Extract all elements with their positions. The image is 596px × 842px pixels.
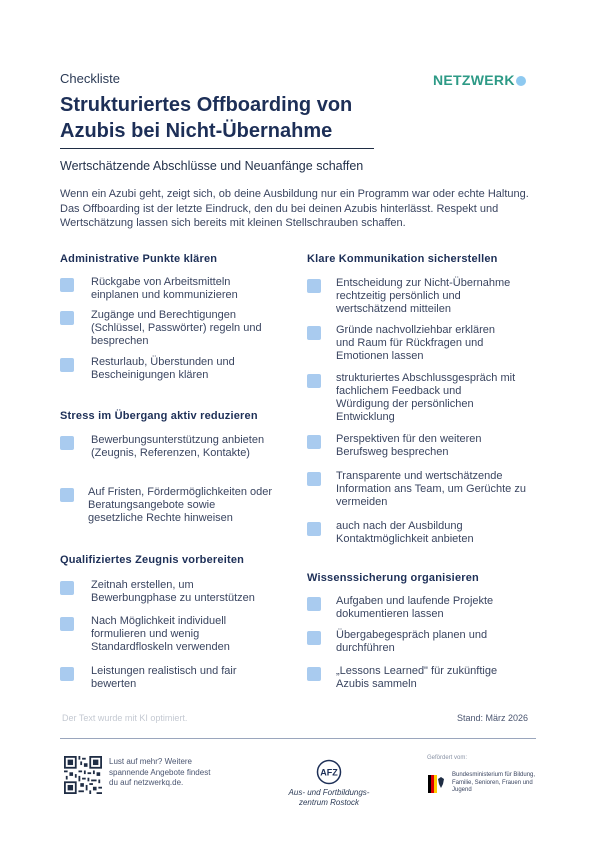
checkbox-icon[interactable] [307, 522, 321, 536]
funded-by-label: Gefördert vom: [427, 755, 468, 761]
checklist-item: Übergabegespräch planen und durchführen [336, 629, 488, 654]
checkbox-icon[interactable] [60, 617, 74, 631]
checklist-item: Auf Fristen, Fördermöglichkeiten oder Beratungsangebote sowie gesetzliche Rechte hinweisen [88, 486, 273, 524]
checkbox-icon[interactable] [307, 326, 321, 340]
checkbox-icon[interactable] [307, 472, 321, 486]
checkbox-icon[interactable] [307, 631, 321, 645]
checklist-item: strukturiertes Abschlussgespräch mit fachlichem Feedback und Würdigung der persönlichen Entwicklung [336, 372, 516, 423]
section-heading: Wissenssicherung organisieren [307, 572, 479, 584]
checklist-item: Bewerbungsunterstützung anbieten (Zeugnis, Referenzen, Kontakte) [91, 434, 265, 459]
checkbox-icon[interactable] [307, 667, 321, 681]
ministry-name: Bundesministerium für Bildung, Familie, Senioren, Frauen und Jugend [452, 772, 536, 793]
afz-name: Aus- und Fortbildungs-zentrum Rostock [288, 788, 370, 807]
checklist-item: „Lessons Learned" für zukünftige Azubis sammeln [336, 665, 498, 690]
checkbox-icon[interactable] [60, 667, 74, 681]
logo-text: NETZWERK [433, 72, 515, 88]
document-type-label: Checkliste [60, 71, 120, 86]
checklist-item: Aufgaben und laufende Projekte dokumentieren lassen [336, 595, 494, 620]
checkbox-icon[interactable] [60, 311, 74, 325]
footer-divider [60, 738, 536, 739]
checklist-item: Nach Möglichkeit individuell formulieren und wenig Standardfloskeln verwenden [91, 615, 230, 653]
checkbox-icon[interactable] [60, 278, 74, 292]
section-heading: Klare Kommunikation sicherstellen [307, 253, 498, 265]
subtitle: Wertschätzende Abschlüsse und Neuanfänge schaffen [60, 159, 364, 173]
title-divider [60, 148, 374, 149]
title-line-1: Strukturiertes Offboarding von [60, 94, 353, 116]
checklist-item: Resturlaub, Überstunden und Bescheinigungen klären [91, 356, 235, 381]
checklist-item: Transparente und wertschätzende Information ans Team, um Gerüchte zu vermeiden [336, 470, 526, 508]
date-stamp: Stand: März 2026 [457, 713, 529, 723]
checklist-item: Zugänge und Berechtigungen (Schlüssel, Passwörter) regeln und besprechen [91, 309, 262, 347]
page-title [60, 92, 480, 144]
netzwerk-logo [433, 72, 526, 88]
checklist-item: auch nach der Ausbildung Kontaktmöglichkeit anbieten [336, 520, 474, 545]
afz-logo-text: AFZ [320, 767, 338, 778]
section-heading: Qualifiziertes Zeugnis vorbereiten [60, 554, 245, 566]
checkbox-icon[interactable] [307, 597, 321, 611]
afz-logo-icon [316, 759, 342, 785]
checkbox-icon[interactable] [60, 581, 74, 595]
checkbox-icon[interactable] [307, 279, 321, 293]
logo-q-icon [516, 76, 526, 86]
checklist-item: Zeitnah erstellen, um Bewerbungphase zu unterstützen [91, 579, 255, 604]
checklist-item: Rückgabe von Arbeitsmitteln einplanen und kommunizieren [91, 276, 238, 301]
qr-code-icon[interactable] [64, 756, 102, 794]
checkbox-icon[interactable] [60, 488, 74, 502]
checkbox-icon[interactable] [307, 374, 321, 388]
checkbox-icon[interactable] [60, 436, 74, 450]
intro-paragraph: Wenn ein Azubi geht, zeigt sich, ob deine Ausbildung nur ein Programm war oder echte Haltung. Das Offboarding ist der letzte Eindruck, den du bei deinen Azubis hinterlässt. Respekt und Wertschätzung lassen sich bereits mit kleinen Stellschrauben schaffen. [60, 188, 529, 229]
checklist-item: Entscheidung zur Nicht-Übernahme rechtzeitig persönlich und wertschätzend mitteilen [336, 277, 511, 315]
section-heading: Stress im Übergang aktiv reduzieren [60, 410, 258, 422]
promo-text: Lust auf mehr? Weitere spannende Angebote findest du auf netzwerkq.de. [109, 757, 211, 787]
title-line-2: Azubis bei Nicht-Übernahme [60, 120, 333, 142]
checklist-item: Gründe nachvollziehbar erklären und Raum für Rückfragen und Emotionen lassen [336, 324, 495, 362]
ai-note: Der Text wurde mit KI optimiert. [62, 713, 188, 723]
checkbox-icon[interactable] [307, 435, 321, 449]
federal-eagle-icon [428, 775, 444, 793]
checkbox-icon[interactable] [60, 358, 74, 372]
section-heading: Administrative Punkte klären [60, 253, 218, 265]
checklist-item: Perspektiven für den weiteren Berufsweg besprechen [336, 433, 482, 458]
checklist-item: Leistungen realistisch und fair bewerten [91, 665, 237, 690]
